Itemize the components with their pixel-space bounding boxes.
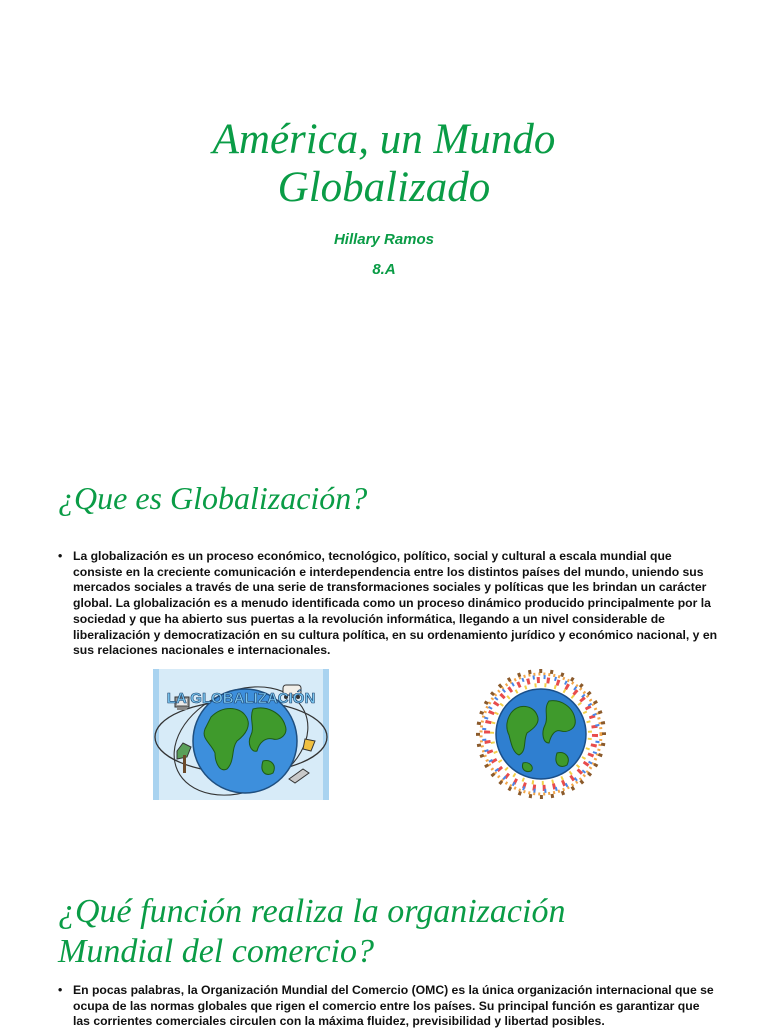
slide-title-line2: Globalizado [277,164,491,211]
section-heading-wto [58,892,565,972]
globalization-paragraph [58,549,718,659]
section-heading-globalization: ¿Que es Globalización? [58,480,368,516]
paragraph-text: En pocas palabras, la Organización Mundial del Comercio (OMC) es la única organización internacional que se ocupa de las normas globales que rigen el comercio entre los países. Su principal función es garantizar que las corrientes comerciales circulen con la máxima fluidez, previsibilidad y libertad posibles. [73,983,714,1029]
children-around-globe-icon [463,663,619,803]
globalization-cartoon-globe-icon [153,669,329,800]
globalization-cartoon-image [153,669,329,800]
grade-label: 8.A [372,261,396,278]
slide-title [0,116,768,212]
author-name: Hillary Ramos [333,231,435,248]
bullet-icon: • [58,549,63,563]
section-heading-wto-line1: ¿Qué función realiza la organización [58,893,566,930]
image-banner-text: LA GLOBALIZACIÓN [166,690,316,707]
slide-title-line1: América, un Mundo [212,116,556,163]
bullet-icon: • [58,983,63,997]
section-heading-wto-line2: Mundial del comercio? [58,933,374,970]
paragraph-text: La globalización es un proceso económico, tecnológico, político, social y cultural a escala mundial que consiste en la creciente comunicación e interdependencia entre los distintos países del mundo, uniendo sus mercados sociales a través de una serie de transformaciones sociales y políticas que les brindan un carácter global. La globalización es a menudo identificada como un proceso dinámico producido principalmente por la sociedad y que ha abierto sus puertas a la revolución informática, llegando a un nivel considerable de liberalización y democratización en su cultura política, en su ordenamiento jurídico y económico nacional, y en sus relaciones nacionales e internacionales. [73,549,718,658]
children-around-globe-image [463,663,619,803]
wto-paragraph [58,983,718,1030]
